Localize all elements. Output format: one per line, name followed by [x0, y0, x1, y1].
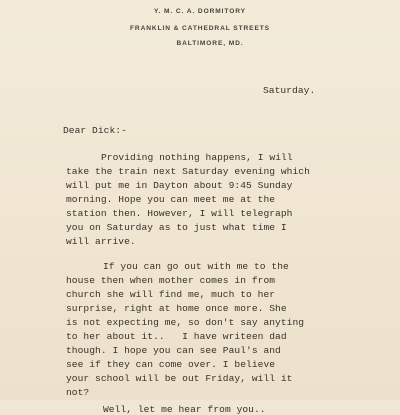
paragraph-line: not? [66, 387, 90, 398]
paragraph-line: Providing nothing happens, I will [101, 152, 293, 163]
paragraph-line: station then. However, I will telegraph [66, 208, 293, 219]
paragraph-line: surprise, right at home once more. She [66, 303, 287, 314]
letterhead-city: BALTIMORE, MD. [176, 40, 244, 47]
letter-date: Saturday. [263, 85, 316, 96]
letterhead-address: FRANKLIN & CATHEDRAL STREETS [130, 25, 270, 32]
paragraph-line: though. I hope you can see Paul's and [66, 345, 281, 356]
paragraph-line: church she will find me, much to her [66, 289, 276, 300]
paragraph-line: is not expecting me, so don't say anyting [66, 317, 305, 328]
paragraph-line: If you can go out with me to the [103, 261, 289, 272]
paragraph-line: you on Saturday as to just what time I [66, 222, 287, 233]
paragraph-line: Well, let me hear from you.. [103, 404, 266, 415]
paragraph-line: house then when mother comes in from [66, 275, 276, 286]
paragraph-line: take the train next Saturday evening which [66, 166, 310, 177]
paragraph-line: will put me in Dayton about 9:45 Sunday [66, 180, 293, 191]
paragraph-line: to her about it.. I have writeen dad [66, 331, 287, 342]
letter-salutation: Dear Dick:- [63, 125, 127, 136]
paragraph-line: will arrive. [66, 236, 136, 247]
paragraph-line: your school will be out Friday, will it [66, 373, 293, 384]
paragraph-line: see if they can come over. I believe [66, 359, 276, 370]
letterhead-title: Y. M. C. A. DORMITORY [154, 8, 246, 15]
paragraph-line: morning. Hope you can meet me at the [66, 194, 276, 205]
